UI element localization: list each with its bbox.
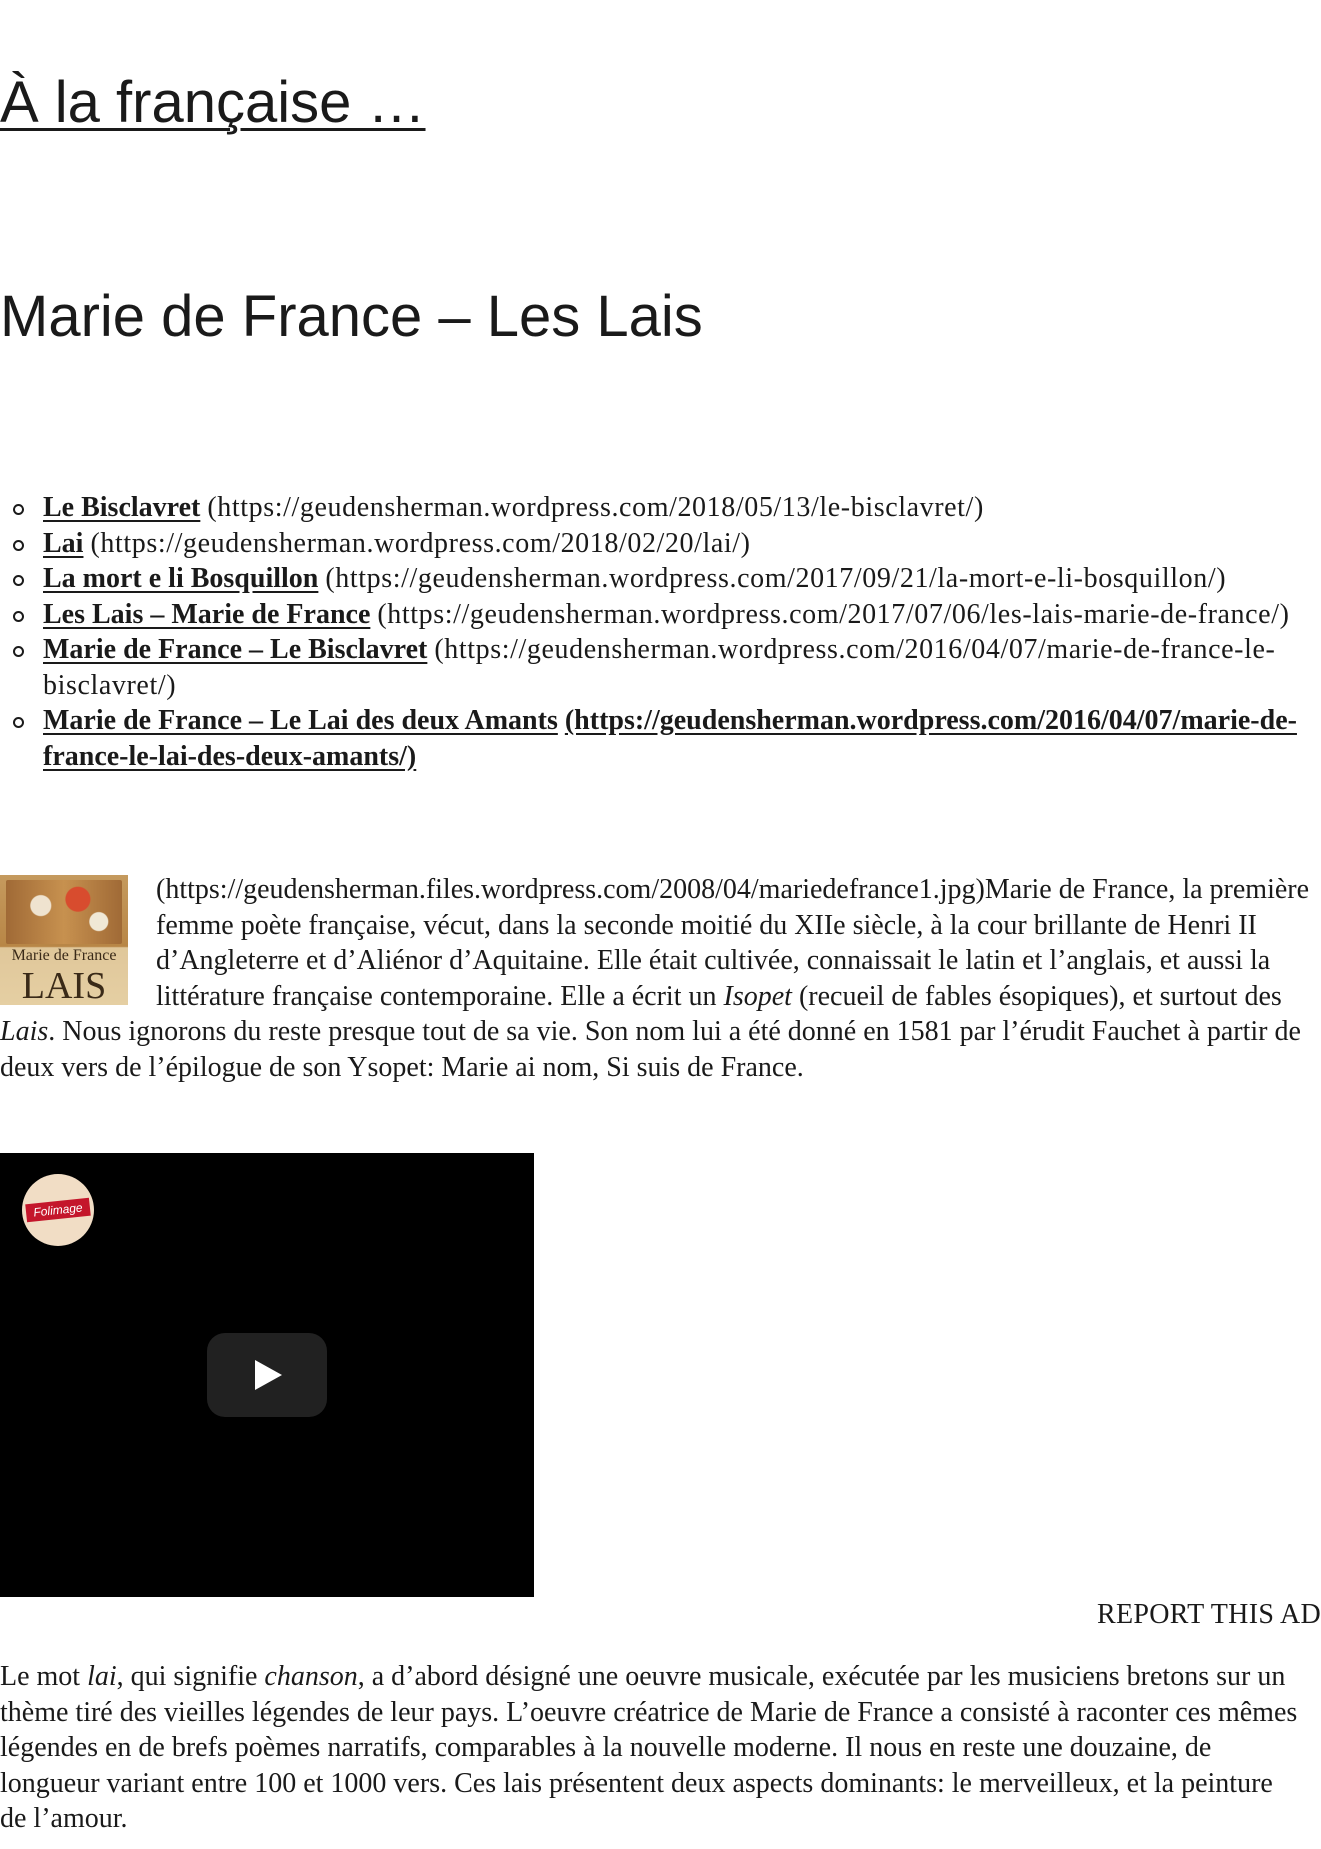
play-icon (255, 1360, 282, 1390)
channel-logo-icon[interactable] (22, 1174, 94, 1246)
list-bullet-icon (13, 717, 24, 728)
intro-paragraph (0, 872, 1310, 1085)
related-posts-list (0, 490, 1321, 774)
body-lai: lai (87, 1661, 117, 1692)
report-ad-link[interactable]: REPORT THIS AD (1097, 1599, 1321, 1630)
related-post-url: (https://geudensherman.wordpress.com/2016/04/07/marie-de-france-le-bisclavret/) (43, 634, 1276, 701)
related-post-item (0, 632, 1321, 703)
cover-title: LAIS (21, 965, 107, 1005)
related-post-item (0, 597, 1321, 633)
cover-author: Marie de France (11, 947, 117, 964)
post-title: Marie de France – Les Lais (0, 284, 703, 349)
related-post-item (0, 703, 1321, 774)
body-paragraph (0, 1659, 1300, 1837)
related-post-item (0, 526, 1321, 562)
intro-lais: Lais (0, 1016, 49, 1047)
body-text: Le mot (0, 1661, 88, 1692)
related-post-item (0, 490, 1321, 526)
related-post-link[interactable]: Les Lais – Marie de France (43, 598, 371, 630)
channel-name: Folimage (25, 1198, 91, 1223)
video-embed[interactable] (0, 1153, 534, 1597)
list-bullet-icon (13, 540, 24, 551)
site-title-link[interactable]: À la française … (0, 70, 426, 135)
related-post-url: (https://geudensherman.wordpress.com/2018/05/13/le-bisclavret/) (207, 492, 984, 523)
related-post-url[interactable]: (https://geudensherman.wordpress.com/2016/04/07/marie-de-france-le-lai-des-deux-amants/) (43, 705, 1297, 772)
related-post-url: (https://geudensherman.wordpress.com/2017/09/21/la-mort-e-li-bosquillon/) (325, 563, 1227, 594)
related-post-link[interactable]: Marie de France – Le Bisclavret (43, 634, 428, 665)
related-post-link[interactable]: Le Bisclavret (43, 492, 201, 523)
related-post-item (0, 561, 1321, 597)
body-text: , a d’abord désigné une oeuvre musicale, exécutée par les musiciens bretons sur un thème tiré des vieilles légendes de leur pays. L’oeuvre créatrice de Marie de France a consisté à raconter ces mêmes légendes en de brefs poèmes narratifs, comparables à la nouvelle moderne. Il nous en reste une douzaine, de longueur variant entre 100 et 1000 vers. Ces lais présentent deux aspects dominants: le merveilleux, et la peinture de l’amour. (0, 1661, 1298, 1834)
play-button[interactable] (207, 1333, 327, 1417)
book-cover-image[interactable] (0, 875, 128, 1005)
intro-text: (recueil de fables ésopiques), et surtout des (791, 980, 1282, 1012)
list-bullet-icon (13, 611, 24, 622)
related-post-url: (https://geudensherman.wordpress.com/2018/02/20/lai/) (90, 527, 751, 559)
related-post-link[interactable]: La mort e li Bosquillon (43, 563, 319, 594)
list-bullet-icon (13, 504, 24, 515)
intro-text: . Nous ignorons du reste presque tout de sa vie. Son nom lui a été donné en 1581 par l’érudit Fauchet à partir de deux vers de l’épilogue de son Ysopet: Marie ai nom, Si suis de France. (0, 1016, 1301, 1083)
intro-isopet: Isopet (723, 980, 792, 1012)
related-post-link[interactable]: Marie de France – Le Lai des deux Amants (43, 705, 558, 736)
related-post-url: (https://geudensherman.wordpress.com/2017/07/06/les-lais-marie-de-france/) (377, 598, 1290, 630)
cover-illustration (6, 880, 122, 944)
body-text: , qui signifie (116, 1661, 265, 1692)
list-bullet-icon (13, 646, 24, 657)
body-chanson: chanson (264, 1661, 358, 1692)
related-post-link[interactable]: Lai (43, 527, 84, 559)
intro-text: (https://geudensherman.files.wordpress.com/2008/04/mariedefrance1.jpg)Marie de France, la première femme poète française, vécut, dans la seconde moitié du XIIe siècle, à la cour brillante de Henri II d’Angleterre et d’Aliénor d’Aquitaine. Elle était cultivée, connaissait le latin et l’anglais, et aussi la littérature française contemporaine. Elle a écrit un (156, 874, 1310, 1012)
list-bullet-icon (13, 575, 24, 586)
